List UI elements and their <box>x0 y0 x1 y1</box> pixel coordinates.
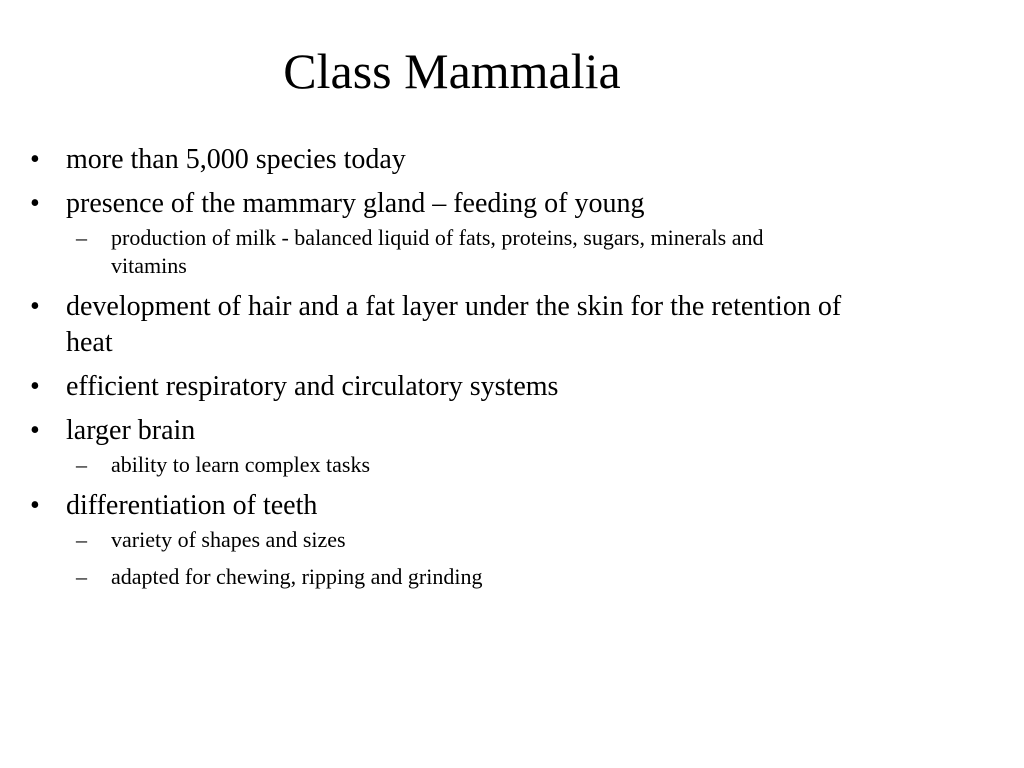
bullet-item <box>0 488 866 591</box>
bullet-marker: • <box>30 291 40 322</box>
bullet-list <box>0 142 1024 600</box>
bullet-text: efficient respiratory and circulatory systems <box>66 371 559 402</box>
bullet-marker: • <box>30 188 40 219</box>
sub-bullet-item <box>66 526 831 554</box>
bullet-item <box>0 289 866 361</box>
sub-bullet-item <box>66 224 831 280</box>
sub-bullet-list <box>66 451 866 479</box>
sub-bullet-text: ability to learn complex tasks <box>111 452 371 477</box>
sub-bullet-text: adapted for chewing, ripping and grinding <box>111 564 483 589</box>
bullet-text: presence of the mammary gland – feeding of young <box>66 188 645 219</box>
slide-title: Class Mammalia <box>283 43 621 99</box>
bullet-marker: • <box>30 144 40 175</box>
sub-bullet-text: production of milk - balanced liquid of fats, proteins, sugars, minerals and vitamins <box>111 225 764 278</box>
sub-bullet-marker: – <box>76 452 87 477</box>
bullet-item <box>0 142 866 178</box>
sub-bullet-list <box>66 224 866 280</box>
sub-bullet-marker: – <box>76 225 87 250</box>
sub-bullet-marker: – <box>76 527 87 552</box>
bullet-item <box>0 369 866 405</box>
bullet-item <box>0 413 866 479</box>
bullet-marker: • <box>30 490 40 521</box>
sub-bullet-text: variety of shapes and sizes <box>111 527 346 552</box>
bullet-text: development of hair and a fat layer under the skin for the retention of heat <box>66 291 842 358</box>
sub-bullet-item <box>66 563 831 591</box>
bullet-text: differentiation of teeth <box>66 490 318 521</box>
sub-bullet-marker: – <box>76 564 87 589</box>
bullet-marker: • <box>30 371 40 402</box>
bullet-item <box>0 186 866 280</box>
bullet-marker: • <box>30 415 40 446</box>
bullet-text: larger brain <box>66 415 196 446</box>
sub-bullet-list <box>66 526 866 591</box>
bullet-text: more than 5,000 species today <box>66 144 406 175</box>
sub-bullet-item <box>66 451 831 479</box>
